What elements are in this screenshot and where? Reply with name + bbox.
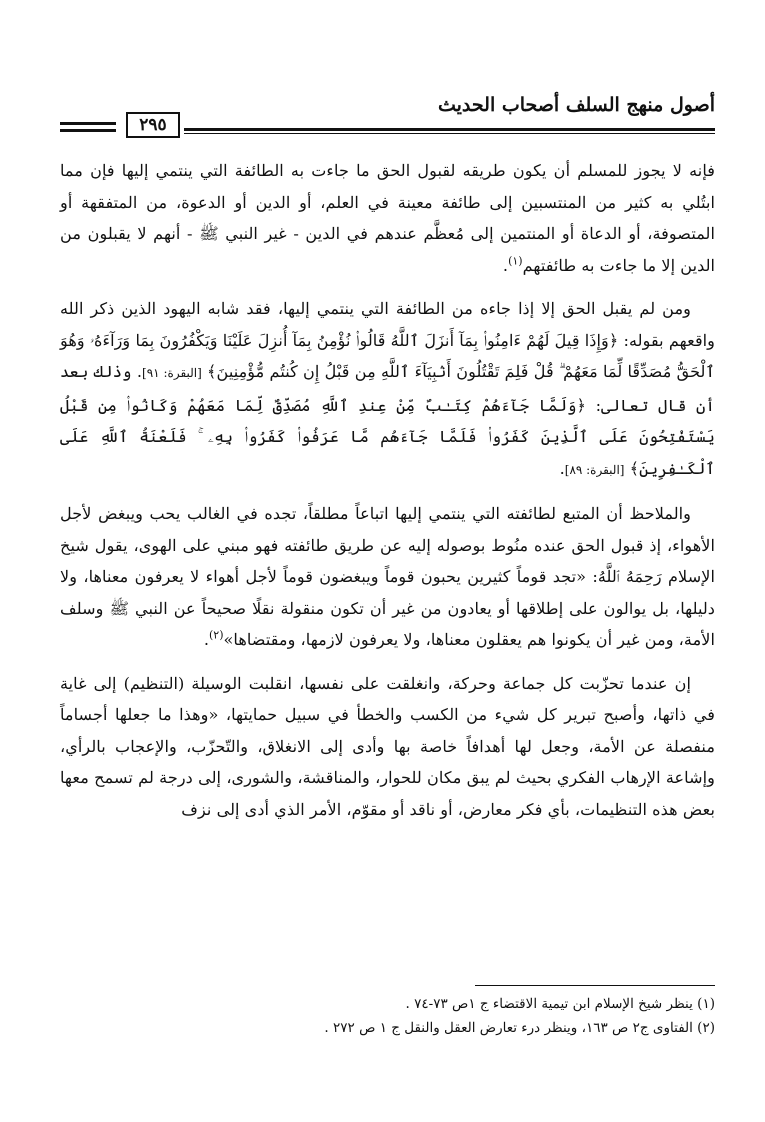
running-title: أصول منهج السلف أصحاب الحديث — [437, 94, 715, 116]
main-text — [60, 155, 715, 837]
paragraph-end: . — [559, 458, 565, 478]
paragraph-text: ومن لم يقبل الحق إلا إذا جاءه من الطائفة التي ينتمي إليها، فقد شابه اليهود الذين ذكر الله واقعهم بقوله: — [60, 299, 715, 350]
footnote-1: (١) ينظر شيخ الإسلام ابن تيمية الاقتضاء ج ١ص ٧٣-٧٤ . — [405, 996, 715, 1012]
paragraph — [60, 498, 715, 656]
header-rule-left-bottom — [60, 129, 116, 132]
page-number: ٢٩٥ — [126, 112, 180, 138]
page-header — [60, 88, 715, 138]
quran-verse: ﴿وَلَمَّا جَآءَهُمْ كِتَـٰبٌ مِّنْ عِندِ ٱللَّهِ مُصَدِّقٌ لِّمَا مَعَهُمْ وَكَانُوا۟ مِن قَبْلُ يَسْتَفْتِحُونَ عَلَى ٱلَّذِينَ كَفَرُوا۟ فَلَمَّا جَآءَهُم مَّا عَرَفُوا۟ كَفَرُوا۟ بِهِۦ ۚ فَلَعْنَةُ ٱللَّهِ عَلَى ٱلْكَـٰفِرِينَ﴾ — [60, 395, 715, 478]
paragraph — [60, 668, 715, 826]
paragraph-text: إن عندما تحزّبت كل جماعة وحركة، وانغلقت على نفسها، انقلبت الوسيلة (التنظيم) إلى غاية في ذاتها، وأصبح تبرير كل شيء من الكسب والخطأ في سبيل حمايتها، «وهذا ما جعلها أجساماً منفصلة عن الأمة، وجعل لها أهدافاً خاصة بها وأدى إلى الانغلاق، والتّحزّب، والإعجاب بالرأي، وإشاعة الإرهاب الفكري بحيث لم يبق مكان للحوار، والمناقشة، والشورى، إلى درجة لم تسمح معها بعض هذه التنظيمات، بأي فكر معارض، أو ناقد أو مقوّم، الأمر الذي أدى إلى نزف — [60, 673, 715, 819]
verse-reference: [البقرة: ٨٩] — [564, 462, 625, 477]
paragraph-text: فإنه لا يجوز للمسلم أن يكون طريقه لقبول الحق ما جاءت به الطائفة التي ينتمي إليها فإن مما ابتُلي به كثير من المنتسبين إلى طائفة معينة في العلم، أو الدين أو الدعوة، من المتفقهة أو المتصوفة، أو الدعاة أو المنتمين إلى مُعظَّم عندهم في الدين - غير النبي ﷺ - أنهم لا يقبلون من الدين إلا ما جاءت به طائفتهم — [60, 161, 715, 275]
paragraph-text: والملاحظ أن المتبع لطائفته التي ينتمي إليها اتباعاً مطلقاً، تجده في الغالب يحب ويبغض لأجل الأهواء، إذ قبول الحق عنده منُوط بوصوله إليه عن طريق طائفته فهو مبني على الهوى، يقول شيخ الإسلام رَحِمَهُ ٱللَّهُ: «تجد قوماً كثيرين يحبون قوماً ويبغضون قوماً لأجل أهواء لا يعرفون معناها، ولا دليلها، بل يوالون على إطلاقها أو يعادون من غير أن تكون منقولة نقلًا صحيحاً عن النبي ﷺ وسلف الأمة، ومن غير أن يكونوا هم يعقلون معناها، ولا يعرفون لازمها، ومقتضاها» — [60, 504, 715, 649]
paragraph-end: . — [203, 630, 209, 649]
header-rule-thick — [184, 128, 715, 131]
header-rule-left-top — [60, 122, 116, 125]
footnote-marker: (١) — [508, 254, 523, 268]
paragraph-text: . وذلك بعد أن قال تعالى: — [60, 362, 715, 415]
footnote-separator — [475, 985, 715, 986]
verse-reference: [البقرة: ٩١] — [142, 366, 202, 380]
quran-verse: ﴿وَإِذَا قِيلَ لَهُمْ ءَامِنُوا۟ بِمَآ أَنزَلَ ٱللَّهُ قَالُوا۟ نُؤْمِنُ بِمَآ أُنزِلَ عَلَيْنَا وَيَكْفُرُونَ بِمَا وَرَآءَهُۥ وَهُوَ ٱلْحَقُّ مُصَدِّقًا لِّمَا مَعَهُمْ ۗ قُلْ فَلِمَ تَقْتُلُونَ أَنۢبِيَآءَ ٱللَّهِ مِن قَبْلُ إِن كُنتُم مُّؤْمِنِينَ﴾ — [60, 330, 715, 381]
header-rule-thin — [184, 133, 715, 134]
footnote-marker: (٢) — [208, 628, 224, 642]
footnotes — [60, 992, 715, 1040]
paragraph — [60, 293, 715, 486]
paragraph — [60, 155, 715, 281]
paragraph-end: . — [502, 255, 509, 275]
footnote-2: (٢) الفتاوى ج٢ ص ١٦٣، وينظر درء تعارض العقل والنقل ج ١ ص ٢٧٢ . — [324, 1020, 715, 1036]
